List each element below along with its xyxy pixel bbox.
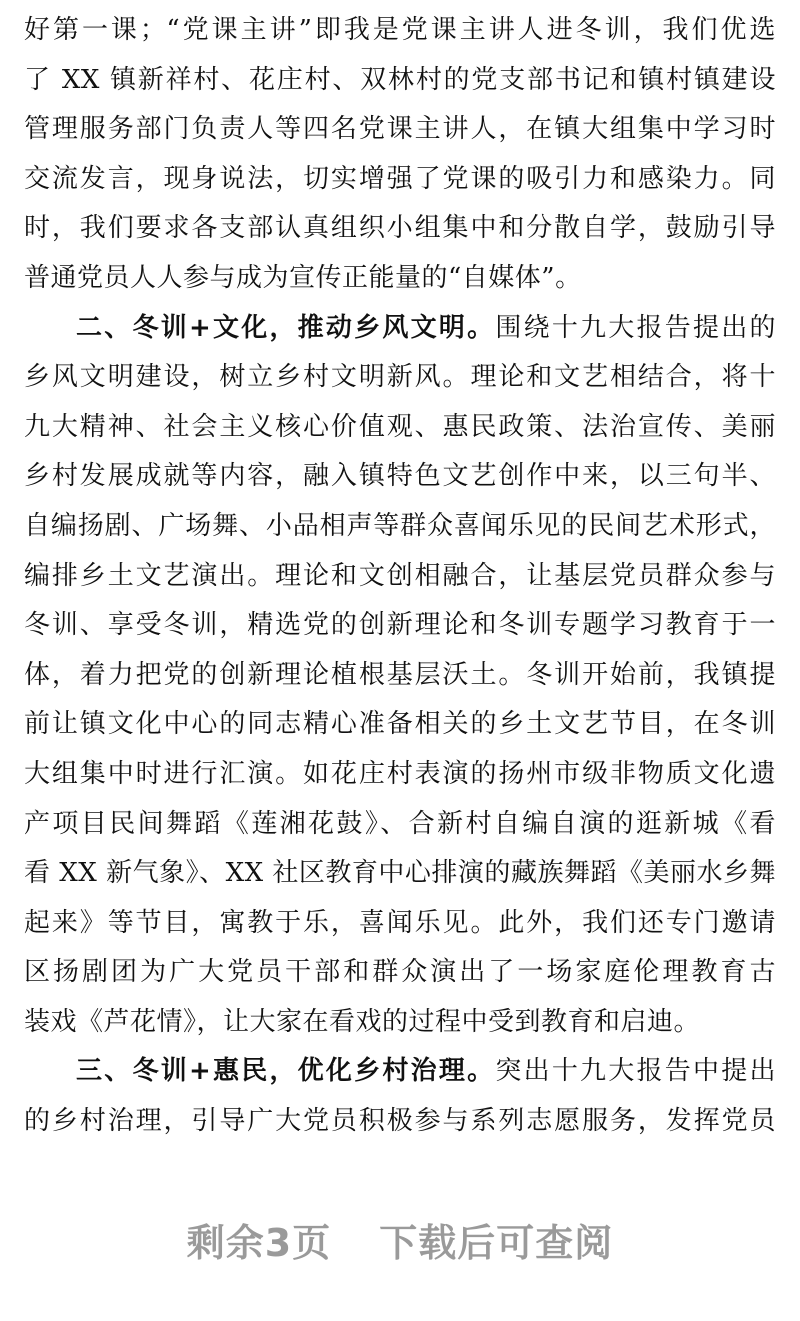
text-line: 交流发言，现身说法，切实增强了党课的吸引力和感染力。同 (24, 163, 776, 194)
section-heading-rest: 围绕十九大报告提出的 (495, 312, 776, 343)
section-heading: 三、冬训+惠民，优化乡村治理。 (76, 1056, 496, 1087)
text-line: 普通党员人人参与成为宣传正能量的“自媒体”。 (24, 262, 582, 293)
text-line: 好第一课；“党课主讲”即我是党课主讲人进冬训，我们优选 (24, 15, 776, 45)
text-line: 起来》等节目，寓教于乐，喜闻乐见。此外，我们还专门邀请 (24, 907, 776, 938)
text-line: 的乡村治理，引导广大党员积极参与系列志愿服务，发挥党员 (24, 1106, 776, 1137)
section-heading-line (24, 1047, 776, 1097)
document-body (24, 6, 776, 1147)
download-to-view-label: 下载后可查阅 (379, 1221, 614, 1265)
text-line: 编排乡土文艺演出。理论和文创相融合，让基层党员群众参与 (24, 560, 776, 591)
text-line: 时，我们要求各支部认真组织小组集中和分散自学，鼓励引导 (24, 213, 776, 244)
text-line: 自编扬剧、广场舞、小品相声等群众喜闻乐见的民间艺术形式， (24, 510, 776, 541)
text-line: 九大精神、社会主义核心价值观、惠民政策、法治宣传、美丽 (24, 411, 776, 442)
section-heading: 二、冬训+文化，推动乡风文明。 (76, 312, 496, 343)
text-line: 体，着力把党的创新理论植根基层沃土。冬训开始前，我镇提 (24, 659, 776, 690)
text-line: 看 XX 新气象》、XX 社区教育中心排演的藏族舞蹈《美丽水乡舞 (24, 858, 776, 889)
section-heading-rest: 突出十九大报告中提出 (495, 1056, 776, 1087)
text-line: 区扬剧团为广大党员干部和群众演出了一场家庭伦理教育古 (24, 957, 776, 988)
text-line: 管理服务部门负责人等四名党课主讲人，在镇大组集中学习时 (24, 114, 776, 145)
remaining-pages-label: 剩余3页 (186, 1221, 332, 1265)
text-line: 冬训、享受冬训，精选党的创新理论和冬训专题学习教育于一 (24, 610, 776, 641)
download-prompt[interactable] (0, 1212, 800, 1267)
text-line: 前让镇文化中心的同志精心准备相关的乡土文艺节目，在冬训 (24, 709, 776, 740)
text-line: 了 XX 镇新祥村、花庄村、双林村的党支部书记和镇村镇建设 (24, 64, 776, 95)
text-line: 乡风文明建设，树立乡村文明新风。理论和文艺相结合，将十 (24, 362, 776, 393)
text-line: 乡村发展成就等内容，融入镇特色文艺创作中来，以三句半、 (24, 461, 776, 492)
text-line: 装戏《芦花情》，让大家在看戏的过程中受到教育和启迪。 (24, 1006, 701, 1037)
section-heading-line (24, 304, 776, 354)
text-line: 大组集中时进行汇演。如花庄村表演的扬州市级非物质文化遗 (24, 758, 776, 789)
text-line: 产项目民间舞蹈《莲湘花鼓》、合新村自编自演的逛新城《看 (24, 808, 776, 839)
